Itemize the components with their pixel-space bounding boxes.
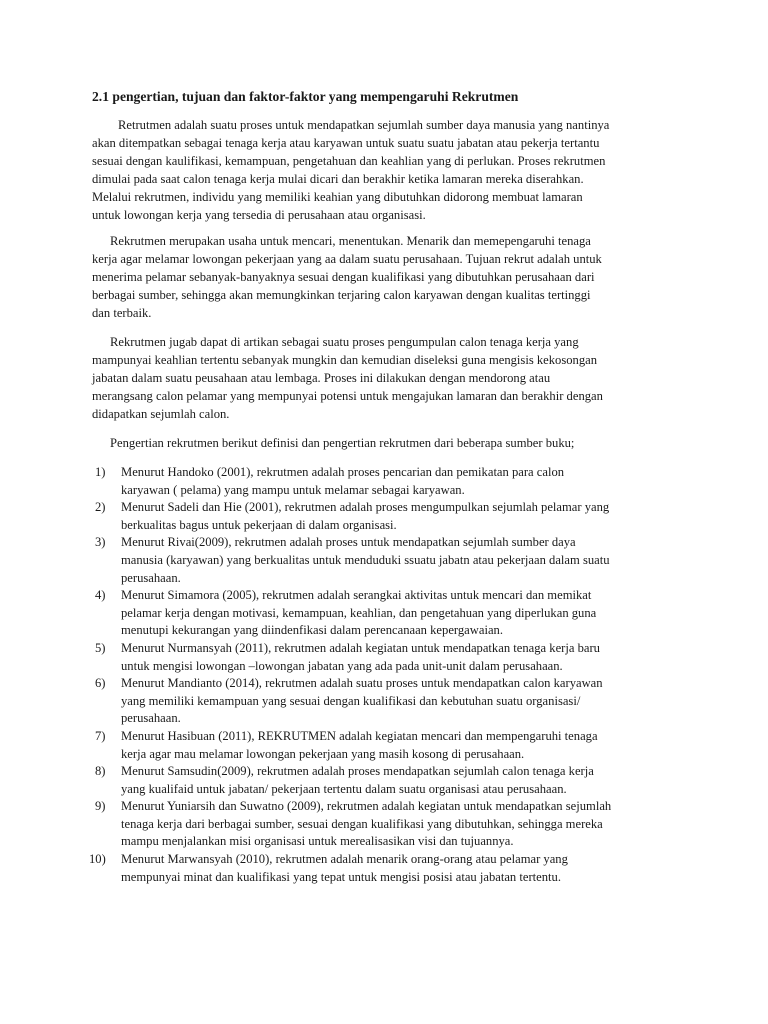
list-line: pelamar kerja dengan motivasi, kemampuan, keahlian, dan pengetahuan yang diperlukan guna — [121, 605, 597, 620]
list-line: Menurut Mandianto (2014), rekrutmen adalah suatu proses untuk mendapatkan calon karyawan — [121, 676, 603, 691]
list-number: 4) — [95, 588, 106, 603]
list-line: perusahaan. — [121, 570, 181, 585]
list-line: karyawan ( pelama) yang mampu untuk melamar sebagai karyawan. — [121, 482, 465, 497]
paragraph-line: dan terbaik. — [92, 306, 152, 320]
list-number: 6) — [95, 676, 106, 691]
list-item — [0, 534, 768, 587]
paragraph-line: berbagai sumber, sehingga akan memungkinkan terjaring calon karyawan dengan kualitas tertinggi — [92, 288, 591, 302]
list-line: yang kualifaid untuk jabatan/ pekerjaan tertentu dalam suatu organisasi atau perusahaan. — [121, 781, 567, 796]
list-line: Menurut Handoko (2001), rekrutmen adalah proses pencarian dan pemikatan para calon — [121, 465, 565, 479]
definitions-list — [0, 464, 768, 886]
list-line: Menurut Simamora (2005), rekrutmen adalah serangkai aktivitas untuk mencari dan memikat — [121, 588, 592, 603]
list-item — [0, 640, 768, 675]
paragraph-definition — [92, 116, 682, 224]
list-number: 9) — [95, 799, 106, 814]
list-number: 10) — [89, 852, 106, 867]
paragraph-line: kerja agar melamar lowongan pekerjaan yang aa dalam suatu perusahaan. Tujuan rekrut adalah untuk — [92, 252, 602, 266]
paragraph-collection — [92, 333, 682, 423]
list-line: kerja agar mau melamar lowongan pekerjaan yang masih kosong di perusahaan. — [121, 746, 525, 761]
paragraph-line: merangsang calon pelamar yang mempunyai potensi untuk mengajukan lamaran dan berakhir dengan — [92, 389, 603, 403]
list-line: Menurut Samsudin(2009), rekrutmen adalah proses mendapatkan sejumlah calon tenaga kerja — [121, 764, 594, 779]
list-line: mampu menjalankan misi organisasi untuk merealisasikan visi dan tujuannya. — [121, 834, 514, 849]
list-line: Menurut Hasibuan (2011), REKRUTMEN adalah kegiatan mencari dan mempengaruhi tenaga — [121, 728, 598, 743]
list-number: 7) — [95, 728, 106, 743]
list-item — [0, 675, 768, 728]
list-line: Menurut Marwansyah (2010), rekrutmen adalah menarik orang-orang atau pelamar yang — [121, 852, 568, 867]
list-item — [0, 728, 768, 763]
list-line: Menurut Nurmansyah (2011), rekrutmen adalah kegiatan untuk mendapatkan tenaga kerja baru — [121, 640, 600, 655]
list-line: tenaga kerja dari berbagai sumber, sesuai dengan kualifikasi yang dibutuhkan, sehingga mereka — [121, 816, 603, 831]
list-item — [0, 464, 768, 499]
paragraph-line: dimulai pada saat calon tenaga kerja mulai dicari dan berakhir ketika lamaran mereka diserahkan. — [92, 172, 584, 186]
paragraph-line: Retrutmen adalah suatu proses untuk mendapatkan sejumlah sumber daya manusia yang nantinya — [118, 118, 610, 132]
list-line: berkualitas bagus untuk pekerjaan di dalam organisasi. — [121, 517, 397, 532]
list-item — [0, 763, 768, 798]
paragraph-line: jabatan dalam suatu peusahaan atau lembaga. Proses ini dilakukan dengan mendorong atau — [92, 371, 551, 385]
list-line: Menurut Rivai(2009), rekrutmen adalah proses untuk mendapatkan sejumlah sumber daya — [121, 535, 576, 550]
list-number: 2) — [95, 500, 106, 515]
paragraph-intro-list — [92, 434, 682, 452]
list-line: yang memiliki kemampuan yang sesuai dengan kualifikasi dan kebutuhan suatu organisasi/ — [121, 693, 581, 708]
paragraph-line: akan ditempatkan sebagai tenaga kerja atau karyawan untuk suatu suatu jabatan atau pekerja tertantu — [92, 136, 600, 150]
list-line: perusahaan. — [121, 711, 181, 726]
paragraph-line: Melalui rekrutmen, individu yang memiliki keahian yang dibutuhkan didorong membuat lamaran — [92, 190, 583, 204]
list-line: untuk mengisi lowongan –lowongan jabatan yang ada pada unit-unit dalam perusahaan. — [121, 658, 563, 673]
paragraph-line: mampunyai keahlian tertentu sebanyak mungkin dan kemudian diseleksi guna mengisis kekosongan — [92, 353, 598, 367]
section-heading: 2.1 pengertian, tujuan dan faktor-faktor yang mempengaruhi Rekrutmen — [92, 89, 519, 104]
list-item — [0, 499, 768, 534]
list-item — [0, 851, 768, 886]
list-line: Menurut Yuniarsih dan Suwatno (2009), rekrutmen adalah kegiatan untuk mendapatkan sejumlah — [121, 799, 612, 814]
list-number: 5) — [95, 640, 106, 655]
list-number: 3) — [95, 535, 106, 550]
list-line: mempunyai minat dan kualifikasi yang tepat untuk mengisi posisi atau jabatan tertentu. — [121, 869, 561, 884]
paragraph-line: Rekrutmen jugab dapat di artikan sebagai suatu proses pengumpulan calon tenaga kerja yang — [110, 335, 579, 349]
list-item — [0, 587, 768, 640]
list-line: menutupi kekurangan yang diindenfikasi dalam perencanaan kepergawaian. — [121, 623, 503, 638]
paragraph-line: didapatkan sejumlah calon. — [92, 407, 230, 421]
paragraph-line: untuk lowongan kerja yang tersedia di perusahaan atau organisasi. — [92, 208, 426, 222]
paragraph-line: menerima pelamar sebanyak-banyaknya sesuai dengan kualifikasi yang dibutuhkan perusahaan dari — [92, 270, 595, 284]
paragraph-line: Rekrutmen merupakan usaha untuk mencari, menentukan. Menarik dan memepengaruhi tenaga — [110, 234, 591, 248]
list-line: manusia (karyawan) yang berkualitas untuk menduduki ssuatu jabatn atau pekerjaan dalam suatu — [121, 552, 610, 567]
list-line: Menurut Sadeli dan Hie (2001), rekrutmen adalah proses mengumpulkan sejumlah pelamar yang — [121, 500, 610, 515]
paragraph-effort — [92, 232, 682, 322]
paragraph-line: Pengertian rekrutmen berikut definisi dan pengertian rekrutmen dari beberapa sumber buku; — [110, 436, 575, 450]
paragraph-line: sesuai dengan kaulifikasi, kemampuan, pengetahuan dan keahlian yang di perlukan. Proses rekrutmen — [92, 154, 606, 168]
list-number: 8) — [95, 764, 106, 779]
list-number: 1) — [95, 465, 106, 479]
list-item — [0, 798, 768, 851]
